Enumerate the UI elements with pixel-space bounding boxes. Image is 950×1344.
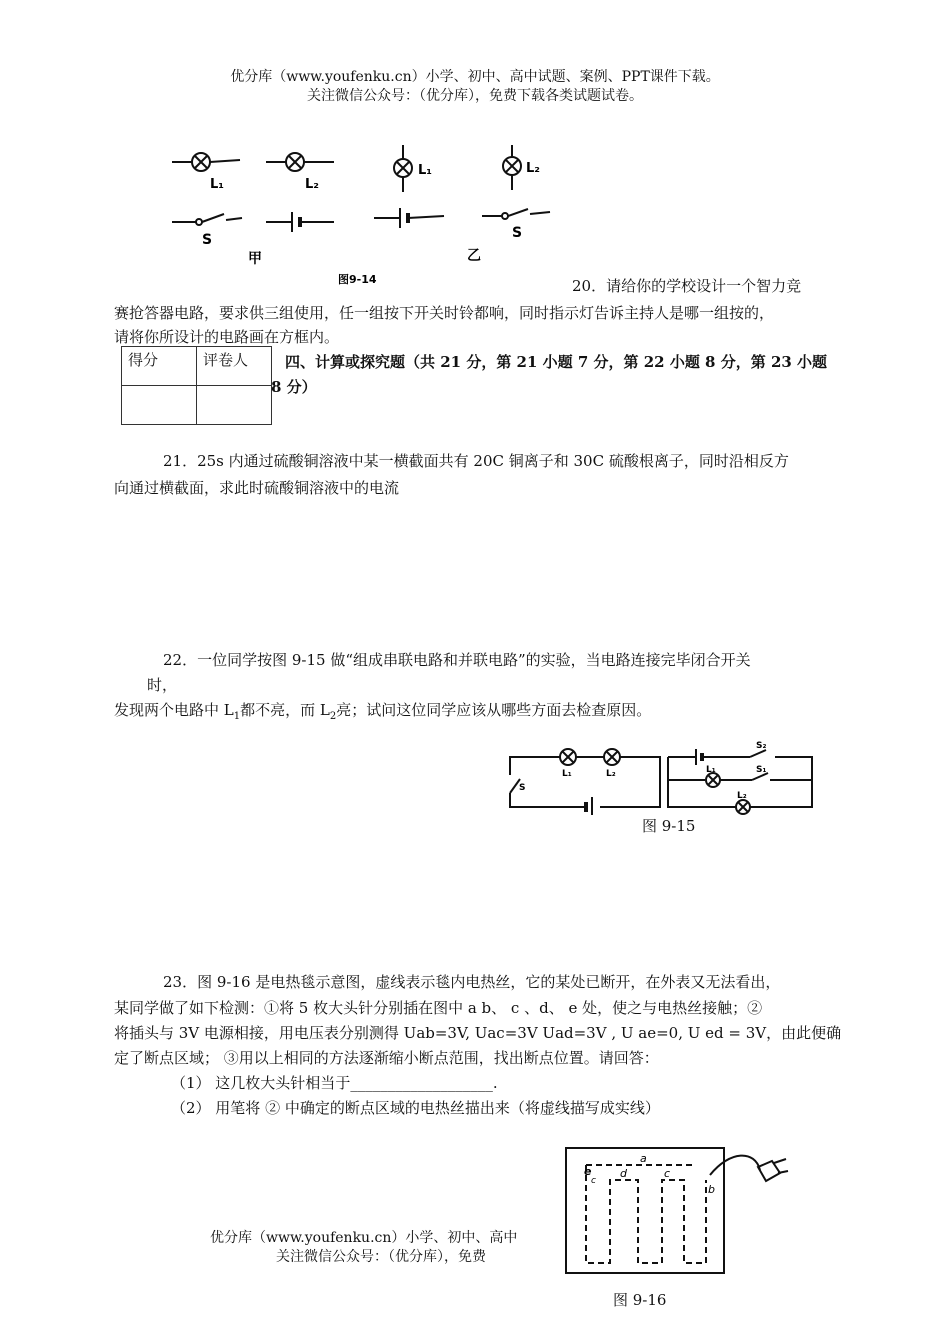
figure-9-14 [160, 140, 580, 290]
fig914-label-l1-b: L₁ [418, 163, 432, 178]
score-table [121, 346, 272, 425]
q23-sub-1: （1） 这几枚大头针相当于___________________. [171, 1074, 498, 1092]
fig915-label-s: S [519, 783, 526, 793]
q22-line-2: 时， [147, 676, 178, 694]
fig915-label-s1: S₁ [756, 765, 767, 775]
fig915-label-l2: L₂ [606, 769, 616, 779]
q21-line-2: 向通过横截面，求此时硫酸铜溶液中的电流 [114, 479, 400, 497]
fig916-label-a: a [640, 1152, 647, 1165]
q23-line-4: 定了断点区域； ③用以上相同的方法逐渐缩小断点范围，找出断点位置。请回答： [114, 1049, 659, 1067]
fig916-label-c1: c [591, 1176, 596, 1186]
fig915-label-l1-b: L₁ [706, 765, 716, 775]
fig916-label-c2: c [664, 1167, 671, 1180]
fig915-label-l1: L₁ [562, 769, 572, 779]
fig914-label-yi: 乙 [467, 248, 481, 264]
q22-line-3: 发现两个电路中 $L_1$都不亮，而 $L_2$亮；试问这位同学应该从哪些方面去检查原因。 [114, 701, 652, 722]
fig915-label-s2: S₂ [756, 741, 767, 751]
figure-9-15 [500, 735, 820, 815]
score-cell[interactable] [122, 386, 197, 425]
q23-sub-2: （2） 用笔将 ② 中确定的断点区域的电热丝描出来（将虚线描写成实线） [171, 1099, 660, 1117]
fig916-label-d: d [620, 1167, 627, 1180]
score-header: 得分 [122, 347, 197, 386]
section-4-title-cont: 8 分） [271, 378, 317, 396]
fig914-label-l2-b: L₂ [526, 161, 540, 176]
q23-line-3: 将插头与 3V 电源相接，用电压表分别测得 Uab=3V, Uac=3V Uad=3V , U ae=0, U ed = 3V，由此便确 [114, 1024, 842, 1042]
header-line-2: 关注微信公众号：（优分库），免费下载各类试题试卷。 [307, 88, 643, 104]
q23-line-2: 某同学做了如下检测：①将 5 枚大头针分别插在图中 a b、 c 、d、 e 处，使之与电热丝接触；② [114, 999, 763, 1017]
fig916-label-b: b [708, 1183, 715, 1196]
fig916-caption: 图 9-16 [613, 1291, 667, 1309]
q20-line-3: 请将你所设计的电路画在方框内。 [114, 328, 340, 346]
q23-line-1: 23．图 9-16 是电热毯示意图，虚线表示毯内电热丝，它的某处已断开，在外表又无法看出， [163, 973, 781, 991]
footer-line-1: 优分库（www.youfenku.cn）小学、初中、高中 [210, 1230, 518, 1246]
section-4-title: 四、计算或探究题（共 21 分，第 21 小题 7 分，第 22 小题 8 分，第 23 小题 [285, 353, 828, 371]
grader-header: 评卷人 [197, 347, 272, 386]
fig915-caption: 图 9-15 [642, 817, 696, 835]
header-line-1: 优分库（www.youfenku.cn）小学、初中、高中试题、案例、PPT课件下载。 [230, 69, 720, 85]
fig914-label-l1: L₁ [210, 177, 224, 192]
fig914-label-jia: 甲 [248, 251, 262, 267]
fig915-label-l2-b: L₂ [737, 791, 747, 801]
footer-line-2: 关注微信公众号：（优分库），免费 [276, 1249, 486, 1265]
fig914-caption: 图9-14 [338, 273, 377, 286]
fig916-label-e: e [584, 1165, 592, 1178]
grader-cell[interactable] [197, 386, 272, 425]
fig914-label-s: S [202, 232, 213, 248]
q20-line-1: 20．请给你的学校设计一个智力竞 [572, 277, 802, 295]
q22-line-1: 22．一位同学按图 9-15 做“组成串联电路和并联电路”的实验，当电路连接完毕闭合开关 [163, 651, 751, 669]
q20-line-2: 赛抢答器电路，要求供三组使用，任一组按下开关时铃都响，同时指示灯告诉主持人是哪一组按的， [114, 304, 775, 322]
figure-9-16 [560, 1145, 800, 1280]
fig914-label-s-b: S [512, 225, 523, 241]
q21-line-1: 21．25s 内通过硫酸铜溶液中某一横截面共有 20C 铜离子和 30C 硫酸根离子，同时沿相反方 [163, 452, 789, 470]
fig914-label-l2: L₂ [305, 177, 319, 192]
